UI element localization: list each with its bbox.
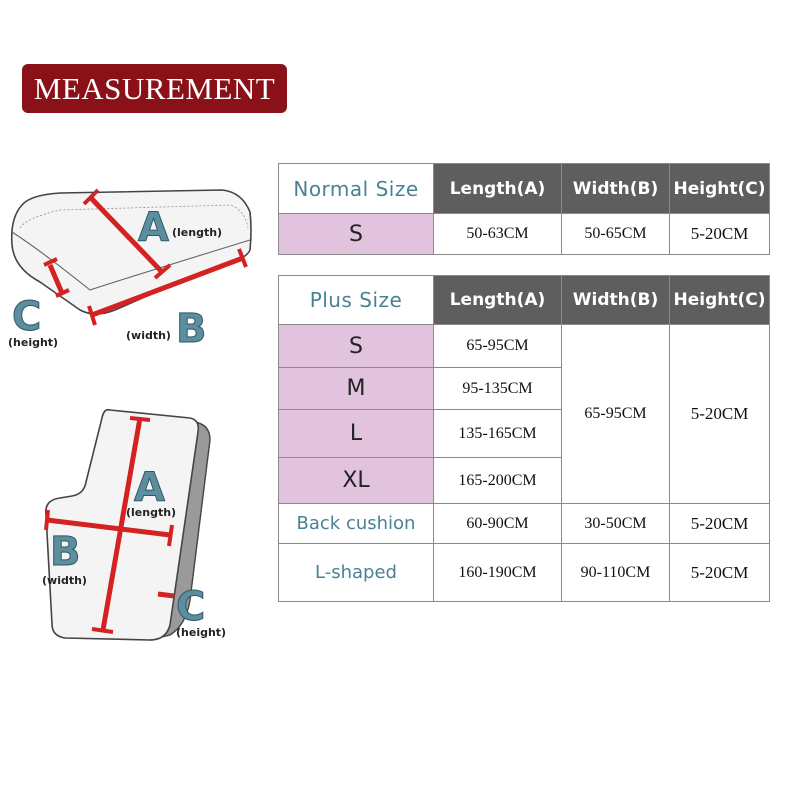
table-row <box>279 544 770 602</box>
width-value: 50-65CM <box>562 214 670 255</box>
shared-height-value: 5-20CM <box>670 325 770 504</box>
length-value: 60-90CM <box>434 504 562 544</box>
size-cell: XL <box>279 458 434 504</box>
header-length: Length(A) <box>434 164 562 214</box>
table-row <box>279 504 770 544</box>
letter-a-bottom: A <box>134 465 165 511</box>
length-value: 95-135CM <box>434 368 562 410</box>
table-row <box>279 325 770 368</box>
width-value: 90-110CM <box>562 544 670 602</box>
rect-cushion-diagram <box>8 190 251 352</box>
normal-size-title: Normal Size <box>279 164 434 214</box>
l-length-cap-1 <box>130 418 150 420</box>
normal-size-table <box>278 163 770 255</box>
header-width: Width(B) <box>562 164 670 214</box>
plus-size-title: Plus Size <box>279 276 434 325</box>
height-value: 5-20CM <box>670 214 770 255</box>
height-value: 5-20CM <box>670 544 770 602</box>
back-cushion-label: Back cushion <box>279 504 434 544</box>
letter-b-bottom: B <box>50 529 81 575</box>
size-cell: M <box>279 368 434 410</box>
rect-cushion-body <box>12 190 251 314</box>
header-length: Length(A) <box>434 276 562 325</box>
label-height-top: (height) <box>8 336 59 349</box>
label-width-bottom: (width) <box>42 574 87 587</box>
length-value: 50-63CM <box>434 214 562 255</box>
header-height: Height(C) <box>670 276 770 325</box>
l-shaped-label: L-shaped <box>279 544 434 602</box>
letter-b-top: B <box>176 306 207 352</box>
l-shaped-cushion-diagram <box>42 410 226 640</box>
l-height-marker <box>158 594 174 596</box>
header-width: Width(B) <box>562 276 670 325</box>
length-value: 65-95CM <box>434 325 562 368</box>
letter-c-bottom: C <box>176 584 206 630</box>
shared-width-value: 65-95CM <box>562 325 670 504</box>
normal-header-row <box>279 164 770 214</box>
header-height: Height(C) <box>670 164 770 214</box>
label-length-top: (length) <box>172 226 223 239</box>
label-height-bottom: (height) <box>176 626 227 639</box>
label-width-top: (width) <box>126 329 171 342</box>
size-cell: S <box>279 325 434 368</box>
measurement-banner: MEASUREMENT <box>22 64 287 113</box>
size-cell: S <box>279 214 434 255</box>
table-row <box>279 214 770 255</box>
letter-a-top: A <box>138 205 169 251</box>
length-value: 160-190CM <box>434 544 562 602</box>
plus-size-table <box>278 275 770 602</box>
label-length-bottom: (length) <box>126 506 177 519</box>
l-width-cap-1 <box>46 510 48 530</box>
height-value: 5-20CM <box>670 504 770 544</box>
plus-header-row <box>279 276 770 325</box>
length-value: 165-200CM <box>434 458 562 504</box>
letter-c-top: C <box>12 294 42 340</box>
width-value: 30-50CM <box>562 504 670 544</box>
size-cell: L <box>279 410 434 458</box>
length-value: 135-165CM <box>434 410 562 458</box>
